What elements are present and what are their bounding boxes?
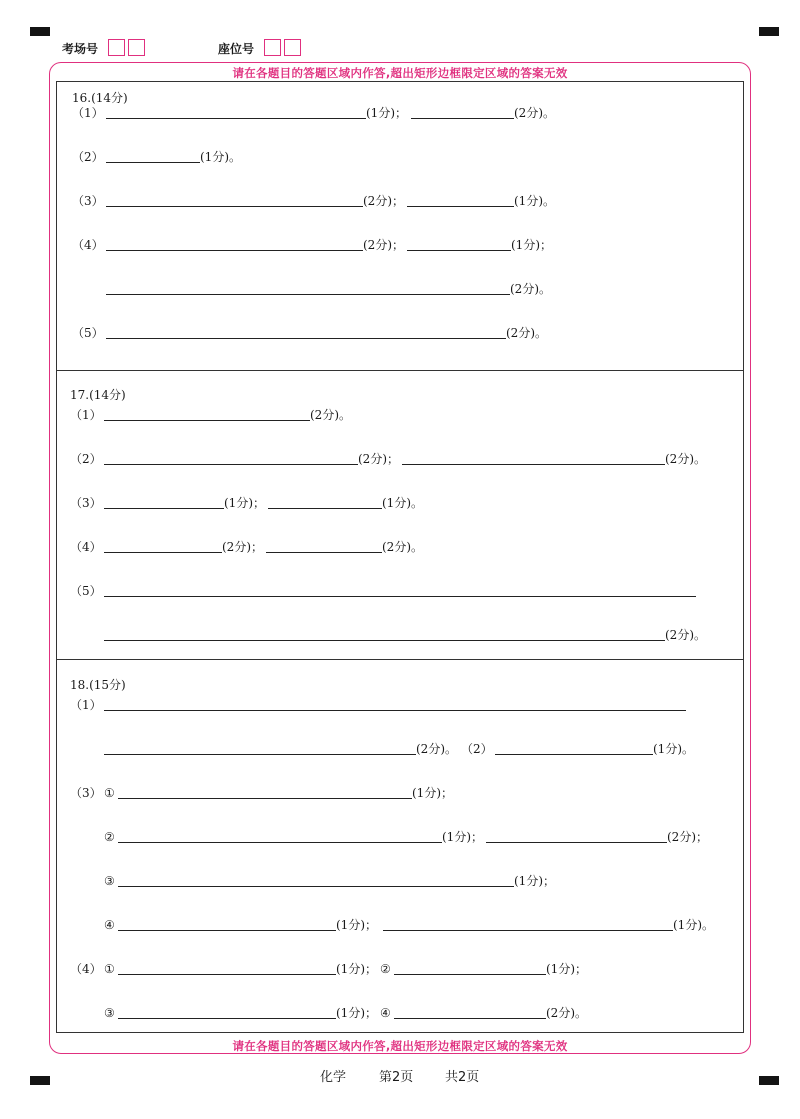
q18-4-circle-3: ③ bbox=[104, 1006, 115, 1020]
q16-part3-label: （3） bbox=[72, 194, 104, 208]
q18-4-circle-4: ④ bbox=[380, 1006, 391, 1020]
q16-1-score-a: (1分)； bbox=[366, 106, 407, 120]
q17-4-answer-line-a[interactable] bbox=[104, 552, 222, 553]
q16-1-score-b: (2分)。 bbox=[514, 106, 555, 120]
q16-3-answer-line-a[interactable] bbox=[106, 206, 363, 207]
notice-bottom: 请在各题目的答题区域内作答,超出矩形边框限定区域的答案无效 bbox=[232, 1039, 568, 1053]
q18-4-3-score: (1分)； bbox=[336, 1006, 377, 1020]
q17-1-score: (2分)。 bbox=[310, 408, 351, 422]
q17-part5-label: （5） bbox=[70, 584, 102, 598]
q16-3-score-a: (2分)； bbox=[363, 194, 404, 208]
q18-3-4-answer-line-a[interactable] bbox=[118, 930, 336, 931]
q18-4-1-score: (1分)； bbox=[336, 962, 377, 976]
footer-total: 共2页 bbox=[445, 1070, 480, 1085]
seat-box-2[interactable] bbox=[284, 39, 301, 56]
q18-3-3-score: (1分)； bbox=[514, 874, 555, 888]
q18-title: 18.(15分) bbox=[70, 678, 126, 692]
q17-2-score-b: (2分)。 bbox=[665, 452, 706, 466]
q16-4-score-b: (1分)； bbox=[511, 238, 552, 252]
q17-part1-label: （1） bbox=[70, 408, 102, 422]
seat-label: 座位号 bbox=[218, 42, 255, 56]
q16-5-answer-line[interactable] bbox=[106, 338, 506, 339]
q17-part4-label: （4） bbox=[70, 540, 102, 554]
q17-part3-label: （3） bbox=[70, 496, 102, 510]
q16-2-score: (1分)。 bbox=[200, 150, 241, 164]
registration-mark-bottom-left bbox=[30, 1076, 50, 1085]
q18-4-1-answer-line[interactable] bbox=[118, 974, 336, 975]
q17-4-answer-line-b[interactable] bbox=[266, 552, 382, 553]
q16-3-answer-line-b[interactable] bbox=[407, 206, 514, 207]
q18-3-4-score-b: (1分)。 bbox=[673, 918, 714, 932]
q16-title: 16.(14分) bbox=[72, 91, 128, 105]
q18-3-4-answer-line-b[interactable] bbox=[383, 930, 673, 931]
q18-3-3-answer-line[interactable] bbox=[118, 886, 514, 887]
q18-3-2-answer-line-a[interactable] bbox=[118, 842, 442, 843]
q16-4-answer-line-c[interactable] bbox=[106, 294, 510, 295]
q18-1-score: (2分)。 bbox=[416, 742, 457, 756]
q18-2-answer-line[interactable] bbox=[495, 754, 653, 755]
q16-4-answer-line-b[interactable] bbox=[407, 250, 511, 251]
q18-3-4-score-a: (1分)； bbox=[336, 918, 377, 932]
q17-3-answer-line-b[interactable] bbox=[268, 508, 382, 509]
divider-16-17 bbox=[56, 370, 744, 371]
answer-box bbox=[56, 81, 744, 1033]
q17-3-score-a: (1分)； bbox=[224, 496, 265, 510]
q16-part2-label: （2） bbox=[72, 150, 104, 164]
q17-title: 17.(14分) bbox=[70, 388, 126, 402]
q18-part4-label: （4） bbox=[70, 962, 102, 976]
notice-top: 请在各题目的答题区域内作答,超出矩形边框限定区域的答案无效 bbox=[232, 66, 568, 80]
q18-3-circle-2: ② bbox=[104, 830, 115, 844]
q16-4-score-a: (2分)； bbox=[363, 238, 404, 252]
q17-2-answer-line-a[interactable] bbox=[104, 464, 358, 465]
q16-3-score-b: (1分)。 bbox=[514, 194, 555, 208]
q17-4-score-b: (2分)。 bbox=[382, 540, 423, 554]
registration-mark-bottom-right bbox=[759, 1076, 779, 1085]
q18-4-4-answer-line[interactable] bbox=[394, 1018, 546, 1019]
q18-part1-label: （1） bbox=[70, 698, 102, 712]
registration-mark-top-right bbox=[759, 27, 779, 36]
q18-4-circle-1: ① bbox=[104, 962, 115, 976]
q17-5-score: (2分)。 bbox=[665, 628, 706, 642]
q18-3-2-score-a: (1分)； bbox=[442, 830, 483, 844]
q16-4-answer-line-a[interactable] bbox=[106, 250, 363, 251]
q16-1-answer-line-a[interactable] bbox=[106, 118, 366, 119]
q17-4-score-a: (2分)； bbox=[222, 540, 263, 554]
q17-2-score-a: (2分)； bbox=[358, 452, 399, 466]
q17-3-score-b: (1分)。 bbox=[382, 496, 423, 510]
footer-page: 第2页 bbox=[379, 1070, 414, 1085]
q18-2-score: (1分)。 bbox=[653, 742, 694, 756]
registration-mark-top-left bbox=[30, 27, 50, 36]
q16-5-score: (2分)。 bbox=[506, 326, 547, 340]
q18-4-2-score: (1分)； bbox=[546, 962, 587, 976]
q18-4-2-answer-line[interactable] bbox=[394, 974, 546, 975]
q16-1-answer-line-b[interactable] bbox=[411, 118, 514, 119]
q18-1-answer-line-b[interactable] bbox=[104, 754, 416, 755]
q18-4-4-score: (2分)。 bbox=[546, 1006, 587, 1020]
divider-17-18 bbox=[56, 659, 744, 660]
q18-part2-label: （2） bbox=[461, 742, 493, 756]
q17-3-answer-line-a[interactable] bbox=[104, 508, 224, 509]
q16-4-score-c: (2分)。 bbox=[510, 282, 551, 296]
q18-3-circle-1: ① bbox=[104, 786, 115, 800]
q16-part5-label: （5） bbox=[72, 326, 104, 340]
q16-part4-label: （4） bbox=[72, 238, 104, 252]
q18-part3-label: （3） bbox=[70, 786, 102, 800]
q17-1-answer-line[interactable] bbox=[104, 420, 310, 421]
q16-2-answer-line[interactable] bbox=[106, 162, 200, 163]
exam-room-label: 考场号 bbox=[62, 42, 99, 56]
q18-3-circle-4: ④ bbox=[104, 918, 115, 932]
q18-3-1-answer-line[interactable] bbox=[118, 798, 412, 799]
q18-4-circle-2: ② bbox=[380, 962, 391, 976]
exam-room-box-2[interactable] bbox=[128, 39, 145, 56]
q17-part2-label: （2） bbox=[70, 452, 102, 466]
footer-subject: 化学 bbox=[320, 1070, 347, 1085]
q17-5-answer-line-a[interactable] bbox=[104, 596, 696, 597]
seat-box-1[interactable] bbox=[264, 39, 281, 56]
q18-3-circle-3: ③ bbox=[104, 874, 115, 888]
q18-3-1-score: (1分)； bbox=[412, 786, 453, 800]
q18-4-3-answer-line[interactable] bbox=[118, 1018, 336, 1019]
q18-1-answer-line-a[interactable] bbox=[104, 710, 686, 711]
q16-part1-label: （1） bbox=[72, 106, 104, 120]
q18-3-2-score-b: (2分)； bbox=[667, 830, 708, 844]
q17-5-answer-line-b[interactable] bbox=[104, 640, 665, 641]
q17-2-answer-line-b[interactable] bbox=[402, 464, 665, 465]
q18-3-2-answer-line-b[interactable] bbox=[486, 842, 667, 843]
exam-room-box-1[interactable] bbox=[108, 39, 125, 56]
